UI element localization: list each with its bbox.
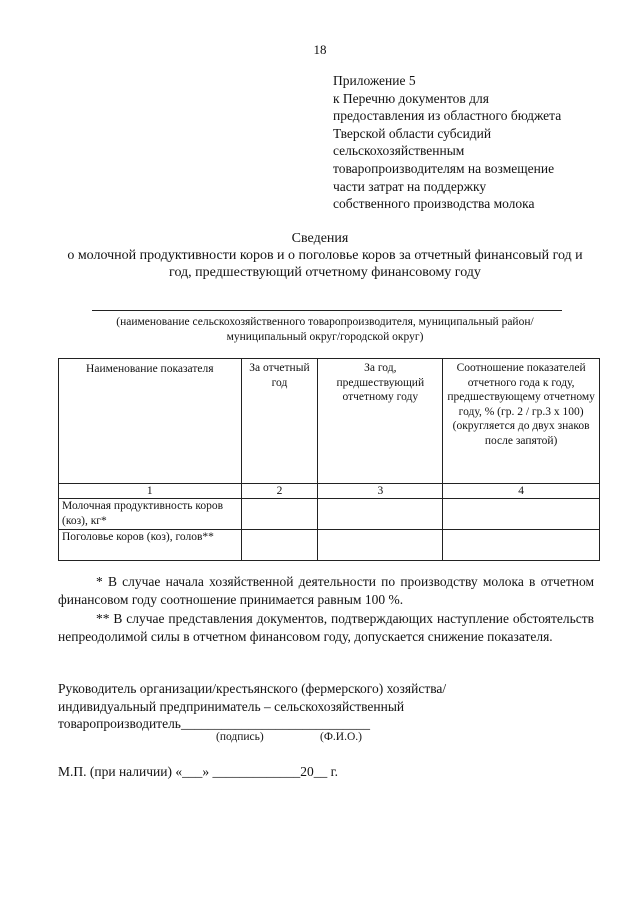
- signer-line: Руководитель организации/крестьянского (фермерского) хозяйства/: [58, 681, 447, 696]
- signer-line-signature[interactable]: товаропроизводитель____________________________: [58, 716, 370, 731]
- footnote-2: ** В случае представления документов, подтверждающих наступление обстоятельств непреодолимой силы в отчетном финансовом году, допускается снижение показателя.: [58, 611, 594, 644]
- appendix-line: товаропроизводителям на возмещение: [333, 160, 555, 176]
- document-subtitle: о молочной продуктивности коров и о поголовье коров за отчетный финансовый год и год, предшествующий отчетному финансовому году: [67, 248, 583, 280]
- producer-name-caption: (наименование сельскохозяйственного товаропроизводителя, муниципальный район/ муниципальный округ/городской округ): [116, 316, 534, 343]
- header-reporting-year: За отчетный год: [241, 359, 318, 484]
- appendix-line: предоставления из областного бюджета: [333, 108, 562, 124]
- cell-reporting-year[interactable]: [241, 530, 318, 561]
- cell-previous-year[interactable]: [318, 530, 443, 561]
- producer-name-field-line[interactable]: [92, 310, 562, 311]
- appendix-line: Тверской области субсидий: [333, 125, 492, 141]
- column-number: 1: [59, 484, 242, 499]
- cell-ratio[interactable]: [443, 499, 600, 530]
- cell-reporting-year[interactable]: [241, 499, 318, 530]
- column-numbers-row: [59, 484, 600, 499]
- footnote-1: * В случае начала хозяйственной деятельности по производству молока в отчетном финансовом году соотношение принимается равным 100 %.: [58, 574, 594, 607]
- appendix-line: собственного производства молока: [333, 196, 535, 212]
- header-ratio: Соотношение показателей отчетного года к году, предшествующему отчетному году, % (гр. 2 / гр.3 х 100) (округляется до двух знаков после запятой): [443, 359, 600, 484]
- appendix-line: к Перечню документов для: [333, 90, 489, 106]
- table-row: [59, 530, 600, 561]
- document-title: Сведения: [291, 231, 349, 246]
- column-number: 2: [241, 484, 318, 499]
- table-row: [59, 499, 600, 530]
- stamp-date-line[interactable]: М.П. (при наличии) «___» _____________20__ г.: [58, 764, 338, 779]
- cell-ratio[interactable]: [443, 530, 600, 561]
- table-header-row: [59, 359, 600, 484]
- signer-line: индивидуальный предприниматель – сельскохозяйственный: [58, 698, 405, 714]
- caption-fio: (Ф.И.О.): [320, 731, 362, 743]
- signer-block: [58, 680, 598, 733]
- row-label-milk-yield: Молочная продуктивность коров (коз), кг*: [59, 499, 242, 530]
- appendix-line: части затрат на поддержку: [333, 178, 487, 194]
- caption-signature: (подпись): [216, 731, 264, 743]
- column-number: 3: [318, 484, 443, 499]
- header-indicator-name: Наименование показателя: [59, 359, 242, 484]
- cell-previous-year[interactable]: [318, 499, 443, 530]
- page-number: 18: [313, 42, 327, 57]
- appendix-line: сельскохозяйственным: [333, 143, 465, 159]
- row-label-livestock: Поголовье коров (коз), голов**: [59, 530, 242, 561]
- indicators-table: [58, 358, 600, 561]
- signature-captions: [58, 731, 598, 747]
- footnotes: [58, 573, 594, 645]
- header-previous-year: За год, предшествующий отчетному году: [318, 359, 443, 484]
- column-number: 4: [443, 484, 600, 499]
- appendix-note: [333, 72, 633, 213]
- appendix-line: Приложение 5: [333, 73, 416, 88]
